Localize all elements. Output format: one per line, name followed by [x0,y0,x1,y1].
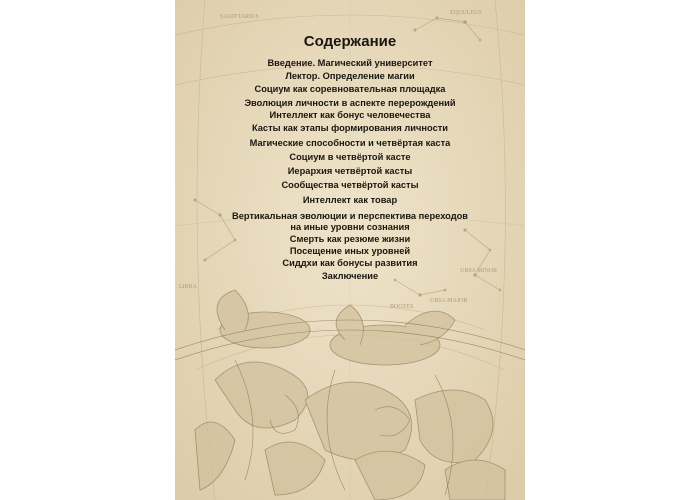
svg-text:LIBRA: LIBRA [179,284,197,290]
toc-item: Посещение иных уровней [289,246,411,256]
toc-item: Сиддхи как бонусы развития [282,258,418,268]
toc-item: Иерархия четвёртой касты [287,166,413,176]
toc-item: Вертикальная эволюции и перспектива переходов на иные уровни сознания [232,211,468,232]
toc-item: Сообщества четвёртой касты [281,180,419,190]
toc-title: Содержание [303,33,397,50]
book-page [175,0,525,500]
toc-item: Введение. Магический университет [267,58,433,68]
toc-item: Касты как этапы формирования личности [251,123,449,133]
svg-text:URSA MINOR: URSA MINOR [460,268,498,274]
svg-text:SAGITTARIUS: SAGITTARIUS [220,14,259,20]
svg-text:URSA MAJOR: URSA MAJOR [430,298,468,304]
svg-text:BOOTES: BOOTES [390,304,414,310]
toc-item: Смерть как резюме жизни [289,234,411,244]
svg-text:EQUULEUS: EQUULEUS [450,10,482,16]
toc-item: Интеллект как бонус человечества [269,110,431,120]
toc-item: Лектор. Определение магии [285,71,415,81]
toc-item: Эволюция личности в аспекте перерождений [244,98,456,108]
toc-item: Заключение [321,271,379,281]
toc-item: Магические способности и четвёртая каста [249,138,451,148]
toc-item: Социум как соревновательная площадка [254,84,446,94]
toc-item: Интеллект как товар [302,195,398,205]
toc-item: Социум в четвёртой касте [289,152,411,162]
